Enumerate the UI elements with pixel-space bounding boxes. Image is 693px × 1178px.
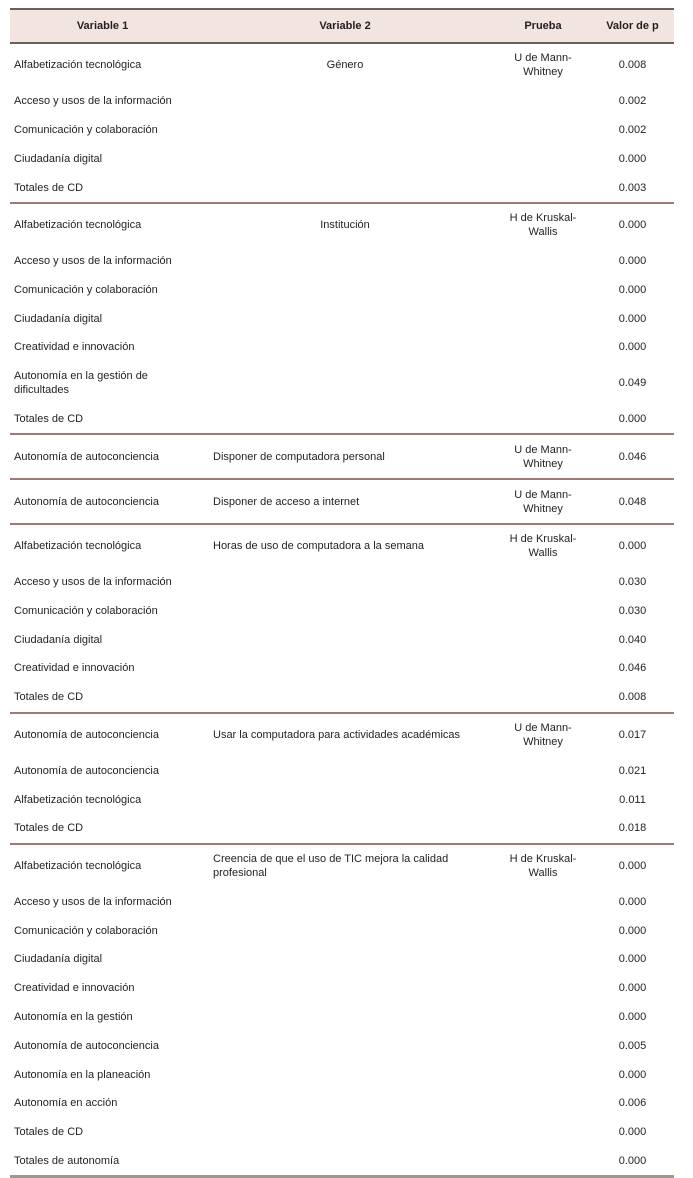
prueba-cell: [495, 116, 591, 145]
p-value-cell: 0.000: [618, 1011, 647, 1024]
var2-cell: [195, 785, 495, 814]
prueba-cell: [495, 247, 591, 276]
var1-cell: Alfabetización tecnológica: [14, 59, 142, 72]
var1-cell: Ciudadanía digital: [14, 633, 103, 646]
prueba-cell: [495, 756, 591, 785]
statistics-table: [10, 8, 674, 1178]
p-value-cell: 0.006: [618, 1097, 647, 1110]
var1-cell: Totales de CD: [14, 822, 84, 835]
p-value-cell: 0.000: [618, 1126, 647, 1139]
var1-cell: Acceso y usos de la información: [14, 895, 172, 908]
var2-text: Disponer de computadora personal: [213, 450, 385, 463]
var2-cell: [195, 43, 495, 87]
header-variable-2: Variable 2: [195, 9, 495, 43]
p-value-cell: 0.049: [618, 377, 647, 390]
var2-cell: [195, 945, 495, 974]
var2-cell: [195, 654, 495, 683]
var2-cell: [195, 916, 495, 945]
var2-cell: [195, 1031, 495, 1060]
p-value-cell: 0.046: [618, 662, 647, 675]
prueba-cell: [495, 362, 591, 405]
var1-cell: Autonomía de autoconciencia: [14, 450, 159, 463]
table-row: [10, 247, 674, 276]
p-value-cell: 0.000: [618, 283, 647, 296]
header-valor-de-p: Valor de p: [591, 9, 674, 43]
var1-cell: Autonomía en la gestión de dificultades: [14, 370, 148, 397]
prueba-cell: U de Mann-Whitney: [514, 488, 572, 515]
var2-cell: [195, 625, 495, 654]
prueba-cell: [495, 888, 591, 917]
prueba-cell: [495, 568, 591, 597]
table-row: [10, 116, 674, 145]
table-row: [10, 1060, 674, 1089]
var2-cell: [195, 362, 495, 405]
var1-cell: Comunicación y colaboración: [14, 604, 158, 617]
prueba-cell: [495, 654, 591, 683]
var1-cell: Alfabetización tecnológica: [14, 793, 142, 806]
var2-cell: [195, 116, 495, 145]
prueba-cell: [495, 1089, 591, 1118]
header-variable-1: Variable 1: [10, 9, 195, 43]
var1-cell: Autonomía de autoconciencia: [14, 1039, 159, 1052]
prueba-cell: H de Kruskal-Wallis: [509, 853, 577, 880]
var1-cell: Alfabetización tecnológica: [14, 860, 142, 873]
p-value-cell: 0.008: [618, 691, 647, 704]
prueba-cell: H de Kruskal-Wallis: [509, 533, 577, 560]
var1-cell: Ciudadanía digital: [14, 152, 103, 165]
table-section: [10, 203, 674, 434]
p-value-cell: 0.000: [618, 1068, 647, 1081]
table-row: [10, 785, 674, 814]
p-value-cell: 0.030: [618, 604, 647, 617]
var2-cell: [195, 974, 495, 1003]
table-section: [10, 844, 674, 1177]
var2-cell: [195, 814, 495, 844]
table-row: [10, 275, 674, 304]
table-row: [10, 597, 674, 626]
prueba-cell: [495, 87, 591, 116]
var1-cell: Totales de CD: [14, 181, 84, 194]
var2-cell: [195, 524, 495, 568]
var2-text: Usar la computadora para actividades académicas: [213, 729, 461, 742]
var2-cell: [195, 405, 495, 435]
var1-cell: Alfabetización tecnológica: [14, 219, 142, 232]
prueba-cell: [495, 1147, 591, 1177]
table-row: [10, 43, 674, 87]
p-value-cell: 0.011: [619, 793, 646, 806]
p-value-cell: 0.000: [618, 540, 647, 553]
table-row: [10, 479, 674, 524]
p-value-cell: 0.003: [618, 181, 647, 194]
p-value-cell: 0.002: [618, 95, 647, 108]
var2-cell: [195, 1147, 495, 1177]
p-value-cell: 0.000: [618, 341, 647, 354]
var1-cell: Creatividad e innovación: [14, 662, 135, 675]
table-row: [10, 173, 674, 203]
p-value-cell: 0.017: [618, 729, 647, 742]
prueba-cell: [495, 683, 591, 713]
var2-cell: [195, 713, 495, 757]
var1-cell: Ciudadanía digital: [14, 312, 103, 325]
var2-cell: [195, 203, 495, 247]
table-header-row: [10, 9, 674, 43]
p-value-cell: 0.000: [618, 953, 647, 966]
var2-cell: [195, 275, 495, 304]
var2-text: Disponer de acceso a internet: [213, 495, 360, 508]
var2-cell: [195, 144, 495, 173]
table-row: [10, 756, 674, 785]
prueba-cell: [495, 785, 591, 814]
p-value-cell: 0.000: [618, 860, 647, 873]
table-row: [10, 1118, 674, 1147]
table-section: [10, 713, 674, 844]
table-row: [10, 434, 674, 479]
prueba-cell: [495, 1118, 591, 1147]
var2-text: Institución: [320, 219, 370, 232]
var2-cell: [195, 1060, 495, 1089]
var1-cell: Autonomía en acción: [14, 1097, 118, 1110]
var2-cell: [195, 247, 495, 276]
var2-cell: [195, 173, 495, 203]
var2-cell: [195, 479, 495, 524]
var1-cell: Totales de CD: [14, 1126, 84, 1139]
prueba-cell: [495, 144, 591, 173]
p-value-cell: 0.000: [618, 924, 647, 937]
table-row: [10, 916, 674, 945]
var1-cell: Autonomía de autoconciencia: [14, 764, 159, 777]
table-row: [10, 362, 674, 405]
table-row: [10, 203, 674, 247]
var2-cell: [195, 333, 495, 362]
p-value-cell: 0.000: [618, 152, 647, 165]
var2-cell: [195, 1003, 495, 1032]
table-row: [10, 524, 674, 568]
p-value-cell: 0.000: [618, 255, 647, 268]
table-row: [10, 304, 674, 333]
prueba-cell: [495, 173, 591, 203]
var1-cell: Ciudadanía digital: [14, 953, 103, 966]
table-row: [10, 1003, 674, 1032]
table-row: [10, 405, 674, 435]
var2-text: Horas de uso de computadora a la semana: [213, 540, 424, 553]
table-section: [10, 479, 674, 524]
table-row: [10, 814, 674, 844]
table-row: [10, 974, 674, 1003]
prueba-cell: U de Mann-Whitney: [514, 52, 572, 79]
prueba-cell: [495, 916, 591, 945]
table-row: [10, 844, 674, 888]
prueba-cell: [495, 405, 591, 435]
var1-cell: Totales de CD: [14, 412, 84, 425]
p-value-cell: 0.030: [618, 576, 647, 589]
var1-cell: Creatividad e innovación: [14, 982, 135, 995]
prueba-cell: [495, 625, 591, 654]
p-value-cell: 0.040: [618, 633, 647, 646]
p-value-cell: 0.002: [618, 123, 647, 136]
header-prueba: Prueba: [495, 9, 591, 43]
var1-cell: Acceso y usos de la información: [14, 95, 172, 108]
var2-cell: [195, 683, 495, 713]
var1-cell: Autonomía de autoconciencia: [14, 495, 159, 508]
p-value-cell: 0.046: [618, 450, 647, 463]
p-value-cell: 0.021: [618, 764, 647, 777]
page: [0, 8, 693, 1167]
table-row: [10, 1147, 674, 1177]
var2-text: Género: [326, 59, 364, 72]
prueba-cell: [495, 275, 591, 304]
var1-cell: Autonomía en la planeación: [14, 1068, 151, 1081]
var1-cell: Totales de CD: [14, 691, 84, 704]
p-value-cell: 0.018: [618, 822, 647, 835]
table-row: [10, 1031, 674, 1060]
prueba-cell: [495, 1003, 591, 1032]
var2-cell: [195, 597, 495, 626]
prueba-cell: [495, 945, 591, 974]
table-row: [10, 1089, 674, 1118]
var2-cell: [195, 568, 495, 597]
var1-cell: Totales de autonomía: [14, 1154, 120, 1167]
var2-cell: [195, 304, 495, 333]
var1-cell: Acceso y usos de la información: [14, 576, 172, 589]
p-value-cell: 0.000: [618, 312, 647, 325]
var1-cell: Acceso y usos de la información: [14, 255, 172, 268]
p-value-cell: 0.008: [618, 59, 647, 72]
table-row: [10, 945, 674, 974]
p-value-cell: 0.000: [618, 982, 647, 995]
table-row: [10, 654, 674, 683]
table-row: [10, 683, 674, 713]
prueba-cell: [495, 1060, 591, 1089]
table-section: [10, 524, 674, 713]
table-section: [10, 434, 674, 479]
var2-cell: [195, 756, 495, 785]
var1-cell: Creatividad e innovación: [14, 341, 135, 354]
table-row: [10, 713, 674, 757]
var1-cell: Autonomía de autoconciencia: [14, 729, 159, 742]
var2-cell: [195, 87, 495, 116]
table-row: [10, 144, 674, 173]
prueba-cell: [495, 597, 591, 626]
prueba-cell: H de Kruskal-Wallis: [509, 212, 577, 239]
var1-cell: Alfabetización tecnológica: [14, 540, 142, 553]
var1-cell: Comunicación y colaboración: [14, 283, 158, 296]
prueba-cell: U de Mann-Whitney: [514, 722, 572, 749]
var2-cell: [195, 1089, 495, 1118]
prueba-cell: [495, 333, 591, 362]
table-row: [10, 333, 674, 362]
p-value-cell: 0.000: [618, 1154, 647, 1167]
var1-cell: Autonomía en la gestión: [14, 1011, 133, 1024]
var1-cell: Comunicación y colaboración: [14, 123, 158, 136]
var2-cell: [195, 888, 495, 917]
var2-cell: [195, 844, 495, 888]
var2-text: Creencia de que el uso de TIC mejora la calidad profesional: [213, 853, 449, 880]
prueba-cell: [495, 814, 591, 844]
table-row: [10, 87, 674, 116]
p-value-cell: 0.048: [618, 495, 647, 508]
var1-cell: Comunicación y colaboración: [14, 924, 158, 937]
prueba-cell: [495, 1031, 591, 1060]
table-row: [10, 625, 674, 654]
table-row: [10, 568, 674, 597]
prueba-cell: [495, 304, 591, 333]
p-value-cell: 0.005: [618, 1039, 647, 1052]
table-row: [10, 888, 674, 917]
p-value-cell: 0.000: [618, 219, 647, 232]
p-value-cell: 0.000: [618, 412, 647, 425]
var2-cell: [195, 434, 495, 479]
prueba-cell: U de Mann-Whitney: [514, 443, 572, 470]
p-value-cell: 0.000: [618, 895, 647, 908]
prueba-cell: [495, 974, 591, 1003]
table-section: [10, 43, 674, 203]
var2-cell: [195, 1118, 495, 1147]
